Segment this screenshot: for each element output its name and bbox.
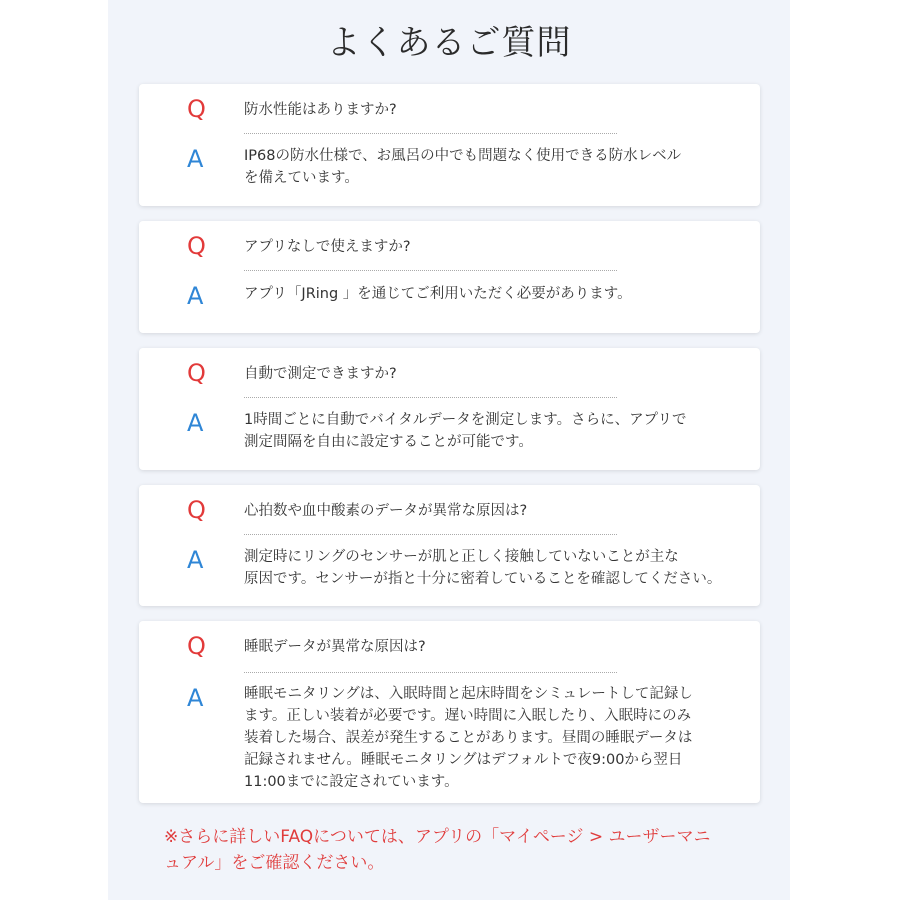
answer-text	[244, 283, 632, 305]
answer-marker: A	[187, 145, 204, 173]
divider	[244, 397, 617, 398]
faq-card	[139, 621, 760, 803]
answer-text	[244, 409, 686, 453]
divider	[244, 534, 617, 535]
answer-text	[244, 145, 681, 189]
question-marker: Q	[187, 95, 206, 123]
note-line: ュアル」をご確認ください。	[164, 853, 385, 873]
answer-line: アプリ「JRing 」を通じてご利用いただく必要があります。	[244, 286, 632, 302]
note-line: ※さらに詳しいFAQについては、アプリの「マイページ > ユーザーマニ	[164, 827, 711, 847]
answer-marker: A	[187, 684, 204, 712]
question-marker: Q	[187, 496, 206, 524]
answer-line: 原因です。センサーが指と十分に密着していることを確認してください。	[244, 571, 722, 587]
faq-card	[139, 348, 760, 470]
question-marker: Q	[187, 359, 206, 387]
question-text: 心拍数や血中酸素のデータが異常な原因は?	[244, 503, 528, 519]
answer-line: 睡眠モニタリングは、入眠時間と起床時間をシミュレートして記録し	[244, 686, 693, 702]
answer-line: 11:00までに設定されています。	[244, 774, 459, 790]
question-marker: Q	[187, 232, 206, 260]
page-title: よくあるご質問	[326, 23, 572, 63]
answer-line: を備えています。	[244, 170, 359, 186]
answer-marker: A	[187, 282, 204, 310]
faq-card	[139, 84, 760, 206]
answer-line: 測定時にリングのセンサーが肌と正しく接触していないことが主な	[244, 549, 679, 565]
answer-text	[244, 546, 721, 590]
answer-line: 装着した場合、誤差が発生することがあります。昼間の睡眠データは	[244, 730, 693, 746]
answer-marker: A	[187, 546, 204, 574]
answer-line: IP68の防水仕様で、お風呂の中でも問題なく使用できる防水レベル	[244, 148, 682, 164]
question-text: アプリなしで使えますか?	[244, 239, 411, 255]
divider	[244, 133, 617, 134]
faq-card	[139, 485, 760, 606]
question-text: 睡眠データが異常な原因は?	[244, 639, 426, 655]
divider	[244, 270, 617, 271]
answer-line: ます。正しい装着が必要です。遅い時間に入眠したり、入眠時にのみ	[244, 708, 692, 724]
faq-card	[139, 221, 760, 333]
divider	[244, 672, 617, 673]
answer-line: 記録されません。睡眠モニタリングはデフォルトで夜9:00から翌日	[244, 752, 683, 768]
question-text: 自動で測定できますか?	[244, 366, 397, 382]
faq-note	[164, 824, 774, 876]
answer-line: 1時間ごとに自動でバイタルデータを測定します。さらに、アプリで	[244, 412, 687, 428]
answer-marker: A	[187, 409, 204, 437]
answer-text	[244, 683, 693, 793]
answer-line: 測定間隔を自由に設定することが可能です。	[244, 434, 533, 450]
question-marker: Q	[187, 632, 206, 660]
question-text: 防水性能はありますか?	[244, 102, 397, 118]
